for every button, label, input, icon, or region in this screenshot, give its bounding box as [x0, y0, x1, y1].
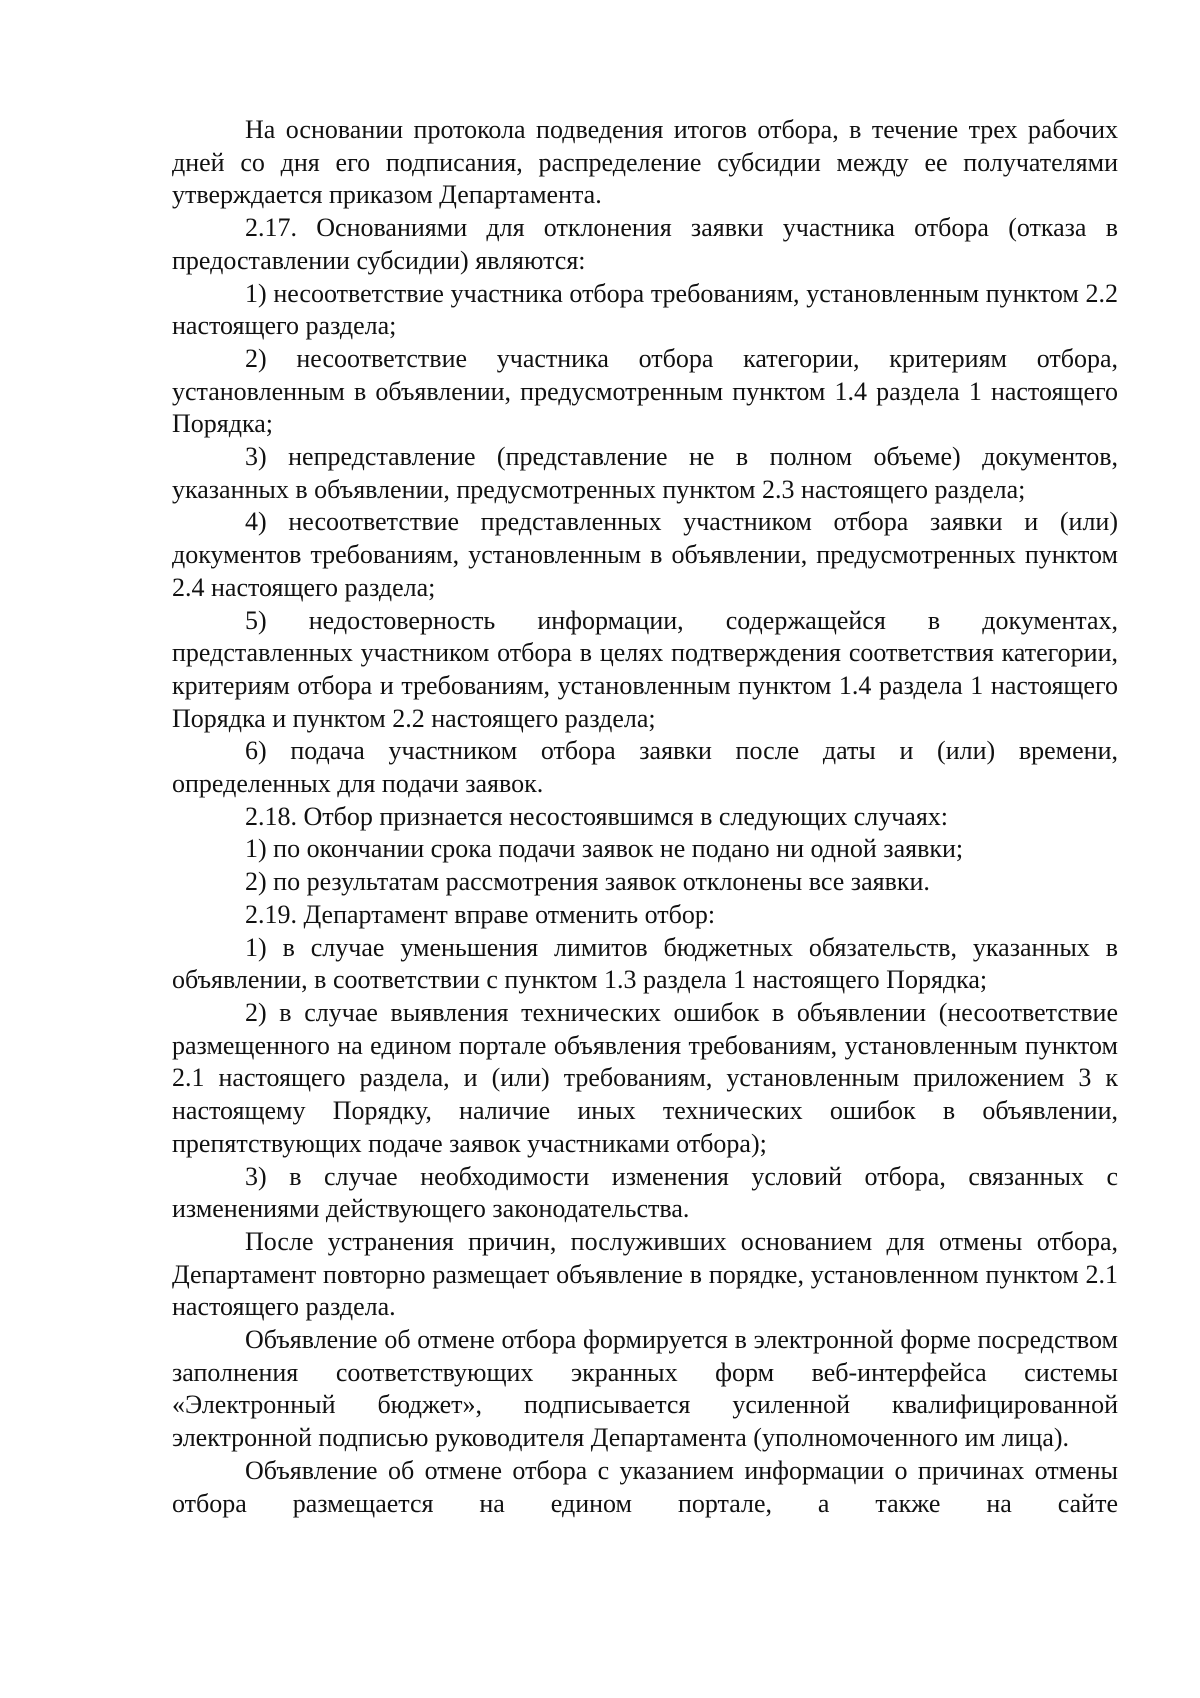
paragraph-2-17-item-5: 5) недостоверность информации, содержащейся в документах, представленных участником отбора в целях подтверждения соответствия категории, критериям отбора и требованиям, установленным пунктом 1.4 раздела 1 настоящего Порядка и пунктом 2.2 настоящего раздела; — [172, 605, 1118, 733]
paragraph-2-19-item-3: 3) в случае необходимости изменения условий отбора, связанных с изменениями действующего законодательства. — [172, 1161, 1118, 1224]
paragraph-after-elimination: После устранения причин, послуживших основанием для отмены отбора, Департамент повторно размещает объявление в порядке, установленном пунктом 2.1 настоящего раздела. — [172, 1226, 1118, 1322]
paragraph-protocol: На основании протокола подведения итогов отбора, в течение трех рабочих дней со дня его подписания, распределение субсидии между ее получателями утверждается приказом Департамента. — [172, 115, 1118, 210]
paragraph-2-17-item-1: 1) несоответствие участника отбора требованиям, установленным пунктом 2.2 настоящего раздела; — [172, 278, 1118, 341]
paragraph-2-17-item-4: 4) несоответствие представленных участником отбора заявки и (или) документов требованиям, установленным в объявлении, предусмотренных пунктом 2.4 настоящего раздела; — [172, 507, 1118, 602]
paragraph-2-18: 2.18. Отбор признается несостоявшимся в следующих случаях: — [245, 801, 949, 831]
paragraph-2-19-item-1: 1) в случае уменьшения лимитов бюджетных обязательств, указанных в объявлении, в соответствии с пунктом 1.3 раздела 1 настоящего Порядка; — [172, 932, 1118, 995]
paragraph-2-17-item-3: 3) непредставление (представление не в полном объеме) документов, указанных в объявлении, предусмотренных пунктом 2.3 настоящего раздела; — [172, 442, 1118, 504]
paragraph-2-18-item-1: 1) по окончании срока подачи заявок не подано ни одной заявки; — [245, 834, 964, 864]
paragraph-2-17: 2.17. Основаниями для отклонения заявки участника отбора (отказа в предоставлении субсидии) являются: — [172, 213, 1118, 275]
paragraph-2-17-item-6: 6) подача участником отбора заявки после даты и (или) времени, определенных для подачи заявок. — [172, 736, 1118, 799]
paragraph-2-19-item-2: 2) в случае выявления технических ошибок в объявлении (несоответствие размещенного на едином портале объявления требованиям, установленным пунктом 2.1 настоящего раздела, и (или) требованиям, установленным приложением 3 к настоящему Порядку, наличие иных технических ошибок в объявлении, препятствующих подаче заявок участниками отбора); — [172, 997, 1118, 1158]
document-page — [172, 114, 1118, 1520]
paragraph-2-19: 2.19. Департамент вправе отменить отбор: — [245, 899, 716, 929]
paragraph-cancellation-notice-publication: Объявление об отмене отбора с указанием информации о причинах отмены отбора размещается на едином портале, а также на сайте — [172, 1455, 1118, 1518]
paragraph-2-18-item-2: 2) по результатам рассмотрения заявок отклонены все заявки. — [245, 867, 930, 897]
paragraph-2-17-item-2: 2) несоответствие участника отбора категории, критериям отбора, установленным в объявлении, предусмотренным пунктом 1.4 раздела 1 настоящего Порядка; — [172, 343, 1118, 439]
paragraph-cancellation-notice-form: Объявление об отмене отбора формируется в электронной форме посредством заполнения соответствующих экранных форм веб-интерфейса системы «Электронный бюджет», подписывается усиленной квалифицированной электронной подписью руководителя Департамента (уполномоченного им лица). — [172, 1325, 1118, 1453]
